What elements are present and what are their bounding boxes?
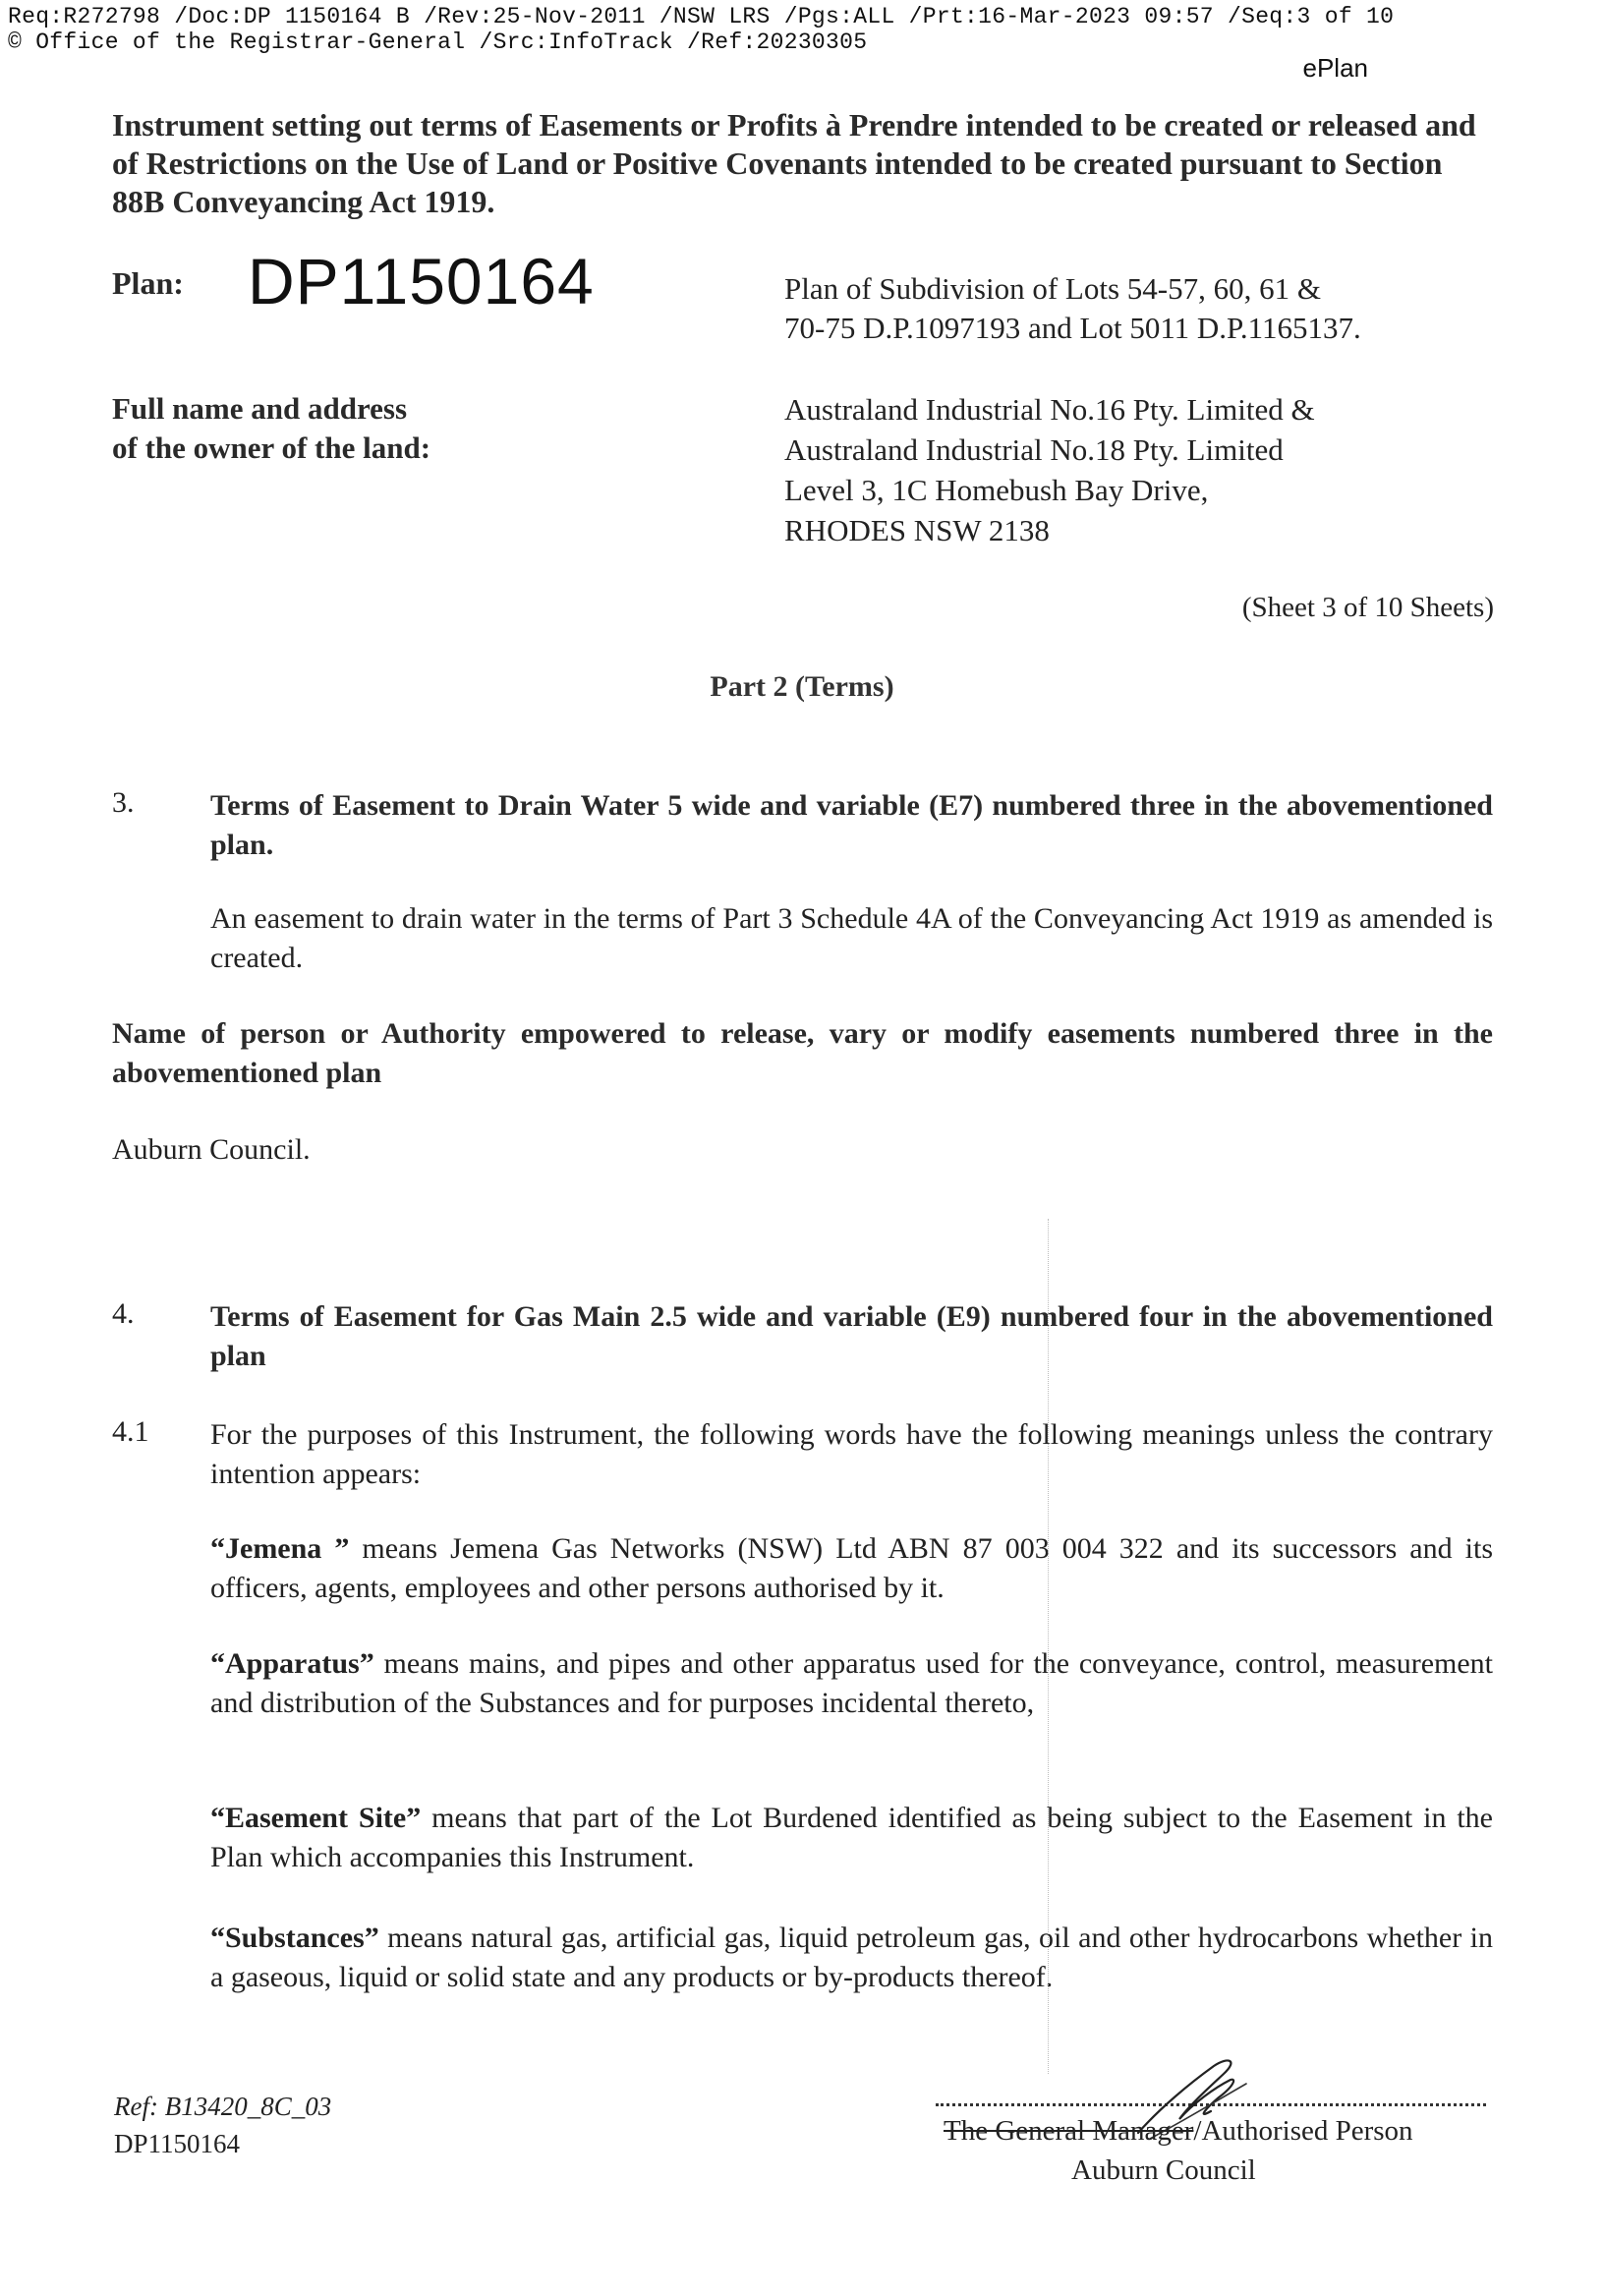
footer-ref-code: Ref: B13420_8C_03	[114, 2092, 332, 2121]
plan-description	[784, 269, 1512, 348]
authority-heading: Name of person or Authority empowered to release, vary or modify easements numbered three in the abovementioned plan	[112, 1017, 1493, 1089]
sheet-number: (Sheet 3 of 10 Sheets)	[1241, 592, 1494, 623]
plan-description-line-1: Plan of Subdivision of Lots 54-57, 60, 61 &	[784, 271, 1321, 306]
owner-address	[784, 389, 1315, 550]
definition-term: “Jemena ”	[210, 1532, 350, 1565]
owner-label-line-1: Full name and address	[112, 391, 408, 426]
document-header-line-1: Req:R272798 /Doc:DP 1150164 B /Rev:25-Nov-2011 /NSW LRS /Pgs:ALL /Prt:16-Mar-2023 09:57 /Seq:3 of 10	[8, 4, 1395, 29]
section-4-1-number: 4.1	[112, 1415, 149, 1448]
owner-label	[112, 389, 430, 468]
section-3-title: Terms of Easement to Drain Water 5 wide and variable (E7) numbered three in the abovementioned plan.	[210, 789, 1493, 861]
section-3-body: An easement to drain water in the terms of Part 3 Schedule 4A of the Conveyancing Act 1919 as amended is created.	[210, 902, 1493, 974]
section-4-1-intro: For the purposes of this Instrument, the following words have the following meanings unless the contrary intention appears:	[210, 1418, 1493, 1490]
definition-text: means mains, and pipes and other apparatus used for the conveyance, control, measurement and distribution of the Substances and for purposes incidental thereto,	[210, 1647, 1493, 1719]
plan-number: DP1150164	[248, 245, 595, 317]
definition-jemena	[210, 1529, 1493, 1608]
instrument-title: Instrument setting out terms of Easements or Profits à Prendre intended to be created or released and of Restrictions on the Use of Land or Positive Covenants intended to be created pursuant to Section 88B Conveyancing Act 1919.	[112, 107, 1476, 219]
section-4-title: Terms of Easement for Gas Main 2.5 wide and variable (E9) numbered four in the abovementioned plan	[210, 1300, 1493, 1372]
definition-apparatus	[210, 1644, 1493, 1723]
section-4-number: 4.	[112, 1297, 135, 1330]
definition-text: means that part of the Lot Burdened identified as being subject to the Easement in the Plan which accompanies this Instrument.	[210, 1802, 1493, 1873]
owner-line: Level 3, 1C Homebush Bay Drive,	[784, 473, 1209, 507]
definition-text: means Jemena Gas Networks (NSW) Ltd ABN 87 003 004 322 and its successors and its officers, agents, employees and other persons authorised by it.	[210, 1532, 1493, 1604]
footer-reference	[114, 2088, 331, 2162]
definition-text: means natural gas, artificial gas, liquid petroleum gas, oil and other hydrocarbons whether in a gaseous, liquid or solid state and any products or by-products thereof.	[210, 1922, 1493, 1993]
signatory-role-text: /Authorised Person	[1193, 2115, 1413, 2147]
definition-easement-site	[210, 1799, 1493, 1877]
definition-substances	[210, 1919, 1493, 1997]
plan-description-line-2: 70-75 D.P.1097193 and Lot 5011 D.P.1165137.	[784, 311, 1361, 345]
definition-term: “Apparatus”	[210, 1647, 374, 1680]
part-heading: Part 2 (Terms)	[710, 670, 894, 703]
signatory-role	[944, 2115, 1413, 2148]
scan-fold-line	[1048, 1219, 1049, 2074]
eplan-label: ePlan	[1302, 53, 1368, 83]
document-header-line-2: © Office of the Registrar-General /Src:InfoTrack /Ref:20230305	[8, 29, 868, 55]
owner-line: Australand Industrial No.16 Pty. Limited &	[784, 392, 1315, 427]
definition-term: “Easement Site”	[210, 1802, 422, 1834]
authority-name: Auburn Council.	[112, 1133, 311, 1166]
signatory-council: Auburn Council	[1071, 2154, 1256, 2186]
owner-line: Australand Industrial No.18 Pty. Limited	[784, 432, 1284, 467]
signatory-role-struck: The General Manager	[944, 2115, 1194, 2147]
definition-term: “Substances”	[210, 1922, 379, 1954]
owner-line: RHODES NSW 2138	[784, 513, 1050, 547]
footer-plan-number: DP1150164	[114, 2129, 241, 2158]
plan-label: Plan:	[112, 265, 184, 301]
owner-label-line-2: of the owner of the land:	[112, 430, 431, 465]
section-3-number: 3.	[112, 786, 135, 819]
